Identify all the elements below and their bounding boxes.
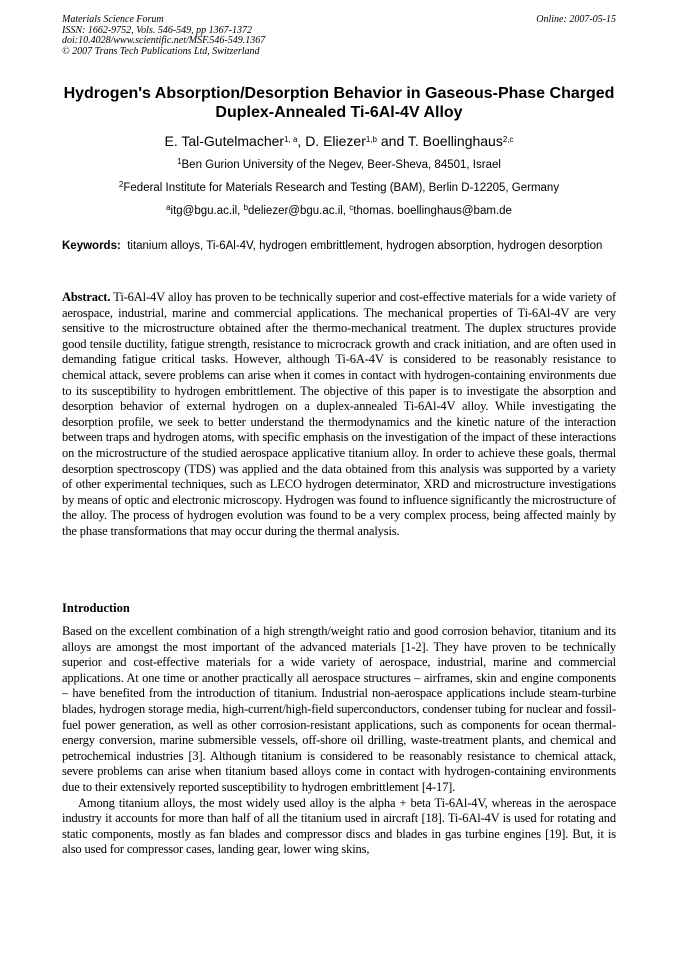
author-affiliation-mark: 1,b bbox=[365, 135, 377, 144]
email-mark: a bbox=[166, 203, 171, 212]
author-separator: , bbox=[297, 133, 306, 149]
abstract bbox=[62, 290, 616, 540]
author-name: D. Eliezer bbox=[305, 133, 366, 149]
affiliation-1 bbox=[62, 158, 616, 172]
online-date: Online: 2007-05-15 bbox=[536, 14, 616, 25]
email-mark: c bbox=[349, 203, 354, 212]
email-address: itg@bgu.ac.il, bbox=[170, 205, 244, 217]
keywords-text: titanium alloys, Ti-6Al-4V, hydrogen embrittlement, hydrogen absorption, hydrogen desorption bbox=[127, 240, 603, 252]
affiliation-2 bbox=[62, 181, 616, 195]
affiliation-text: Ben Gurion University of the Negev, Beer-Sheva, 84501, Israel bbox=[181, 159, 501, 171]
keywords-label: Keywords: bbox=[62, 240, 121, 252]
abstract-text: Ti-6Al-4V alloy has proven to be technically superior and cost-effective materials for a wide variety of aerospace, industrial, marine and commercial applications. The mechanical properties of Ti-6Al-4V are very sensitive to the microstructure obtained after the thermo-mechanical treatment. The duplex structures provide good tensile ductility, fatigue strength, resistance to microcrack growth and crack initiation, and are often used in demanding fatigue critical tasks. However, although Ti-6A-4V is considered to be reasonably resistance to chemical attack, severe problems can arise when it comes in contact with hydrogen-containing environments due to its susceptibility to hydrogen embrittlement. The objective of this paper is to investigate the absorption and desorption behavior of external hydrogen on a duplex-annealed Ti-6Al-4V alloy. While investigating the desorption profile, we seek to better understand the thermodynamics and the kinetic nature of the interaction between traps and hydrogen atoms, with specific emphasis on the investigation of the impact of these interactions on the microstructure of the studied aerospace applicative titanium alloy. In order to achieve these goals, thermal desorption spectroscopy (TDS) was applied and the data obtained from this analysis was supported by a variety of other experimental techniques, such as LECO hydrogen determinator, XRD and microstructure investigations by means of optic and electronic microscopy. Hydrogen was found to influence significantly the microstructure of the alloy. The process of hydrogen evolution was found to be a very complex process, being affected mainly by the phase transformations that may occur during the thermal analysis. bbox=[62, 290, 616, 538]
email-mark: b bbox=[243, 203, 249, 212]
email-list bbox=[62, 204, 616, 218]
author-name: E. Tal-Gutelmacher bbox=[164, 133, 285, 149]
affiliation-text: Federal Institute for Materials Research and Testing (BAM), Berlin D-12205, Germany bbox=[123, 182, 560, 194]
journal-info bbox=[62, 15, 265, 57]
author-list bbox=[62, 133, 616, 150]
author-affiliation-mark: 2,c bbox=[502, 135, 514, 144]
journal-issn: ISSN: 1662-9752, Vols. 546-549, pp 1367-1372 bbox=[62, 24, 252, 36]
affiliation-mark: 1 bbox=[177, 157, 182, 166]
introduction-body bbox=[62, 624, 616, 858]
affiliation-mark: 2 bbox=[118, 180, 124, 189]
author-name: T. Boellinghaus bbox=[407, 133, 503, 149]
email-address: thomas. boellinghaus@bam.de bbox=[353, 205, 512, 217]
journal-name: Materials Science Forum bbox=[62, 14, 164, 25]
abstract-label: Abstract. bbox=[62, 290, 111, 304]
paper-title: Hydrogen's Absorption/Desorption Behavior in Gaseous-Phase Charged Duplex-Annealed Ti-6Al-4V Alloy bbox=[63, 85, 615, 121]
journal-doi: doi:10.4028/www.scientific.net/MSF.546-549.1367 bbox=[62, 35, 266, 46]
section-heading-introduction: Introduction bbox=[62, 601, 130, 615]
author-affiliation-mark: 1, a bbox=[284, 135, 298, 144]
keywords bbox=[62, 239, 616, 255]
journal-copyright: © 2007 Trans Tech Publications Ltd, Switzerland bbox=[62, 45, 260, 57]
author-separator: and bbox=[377, 133, 408, 149]
paragraph: Based on the excellent combination of a high strength/weight ratio and good corrosion behavior, titanium and its alloys are amongst the most important of the advanced materials [1-2]. They have proven to be technically superior and cost-effective materials for a wide variety of aerospace, industrial, marine and commercial applications. At one time or another practically all aerospace structures – airframes, skin and engine components – have benefited from the introduction of titanium. Industrial non-aerospace applications include steam-turbine blades, hydrogen storage media, high-current/high-field superconductors, condenser tubing for nuclear and fossil-fuel power generation, as well as other corrosion-resistant applications, such as components for ocean thermal-energy conversion, marine submersible vessels, off-shore oil drilling, waste-treatment plants, and chemical and petrochemical industries [3]. Although titanium is considered to be reasonably resistance to chemical attack, severe problems can arise when titanium based alloys come in contact with hydrogen-containing environments due to their extensively reported susceptibility to hydrogen embrittlement [4-17]. bbox=[62, 624, 616, 794]
paragraph: Among titanium alloys, the most widely used alloy is the alpha + beta Ti-6Al-4V, whereas in the aerospace industry it accounts for more than half of all the titanium used in aircraft [18]. Ti-6Al-4V is used for rotating and static components, mostly as fan blades and compressor discs and blades in gas turbine engines [19]. But, it is also used for compressor cases, landing gear, lower wing skins, bbox=[62, 795, 616, 857]
email-address: deliezer@bgu.ac.il, bbox=[248, 205, 350, 217]
